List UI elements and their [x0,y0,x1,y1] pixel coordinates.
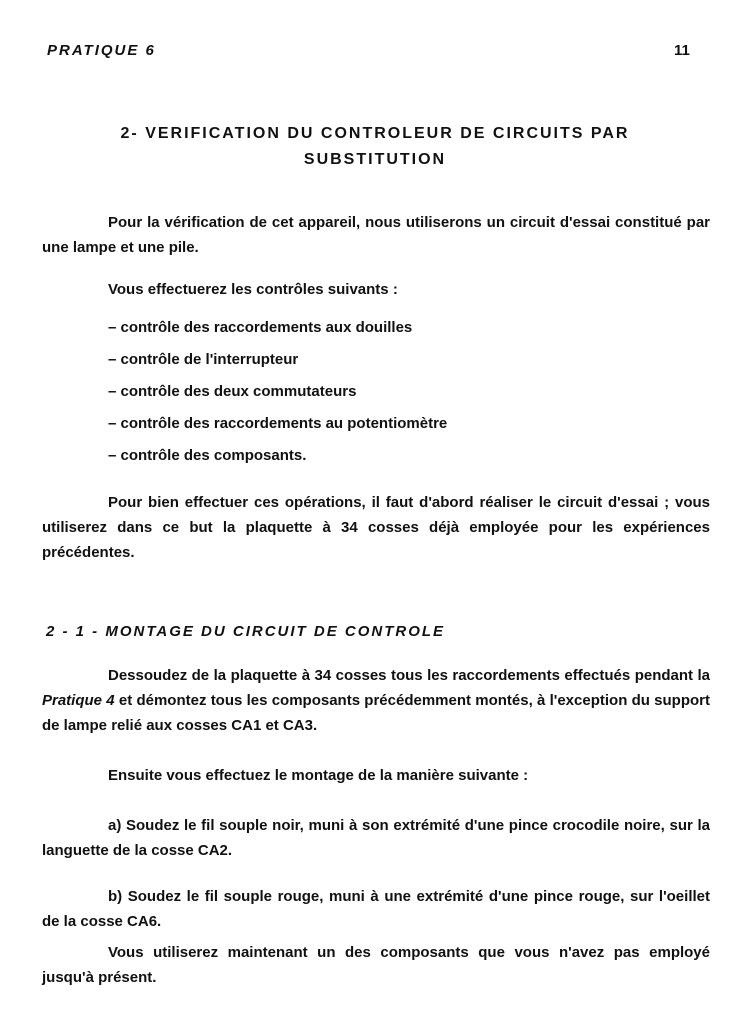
list-item: – contrôle des raccordements aux douilles [108,312,708,344]
desoldering-text-2: et démontez tous les composants précédemment montés, à l'exception du support de lampe relié aux cosses CA1 et CA3. [42,692,710,734]
intro-paragraph: Pour la vérification de cet appareil, nous utiliserons un circuit d'essai constitué par une lampe et une pile. [42,214,710,256]
list-item: – contrôle de l'interrupteur [108,344,708,376]
closing-paragraph: Vous utiliserez maintenant un des composants que vous n'avez pas employé jusqu'à présent. [42,944,710,986]
controls-intro: Vous effectuerez les contrôles suivants : [108,281,398,298]
section-title-line-2: SUBSTITUTION [303,151,447,168]
desoldering-paragraph [42,663,710,738]
preparation-paragraph: Pour bien effectuer ces opérations, il faut d'abord réaliser le circuit d'essai ; vous utiliserez dans ce but la plaquette à 34 cosses déjà employée pour les expériences précédentes. [42,494,710,561]
pratique-reference: Pratique 4 [42,692,115,709]
assembly-intro: Ensuite vous effectuez le montage de la manière suivante : [108,767,529,784]
step-a-paragraph: a) Soudez le fil souple noir, muni à son extrémité d'une pince crocodile noire, sur la languette de la cosse CA2. [42,817,710,859]
list-item: – contrôle des deux commutateurs [108,376,708,408]
page-number: 11 [674,42,690,59]
section-title-line-1: 2- VERIFICATION DU CONTROLEUR DE CIRCUITS PAR [120,125,630,142]
controls-list [108,312,708,472]
subsection-title: 2 - 1 - MONTAGE DU CIRCUIT DE CONTROLE [46,623,446,640]
desoldering-text-1: Dessoudez de la plaquette à 34 cosses tous les raccordements effectués pendant la [108,667,710,684]
section-title [40,121,710,173]
step-b-paragraph: b) Soudez le fil souple rouge, muni à une extrémité d'une pince rouge, sur l'oeillet de la cosse CA6. [42,888,710,930]
list-item: – contrôle des composants. [108,440,708,472]
running-header: PRATIQUE 6 [47,42,156,59]
list-item: – contrôle des raccordements au potentiomètre [108,408,708,440]
